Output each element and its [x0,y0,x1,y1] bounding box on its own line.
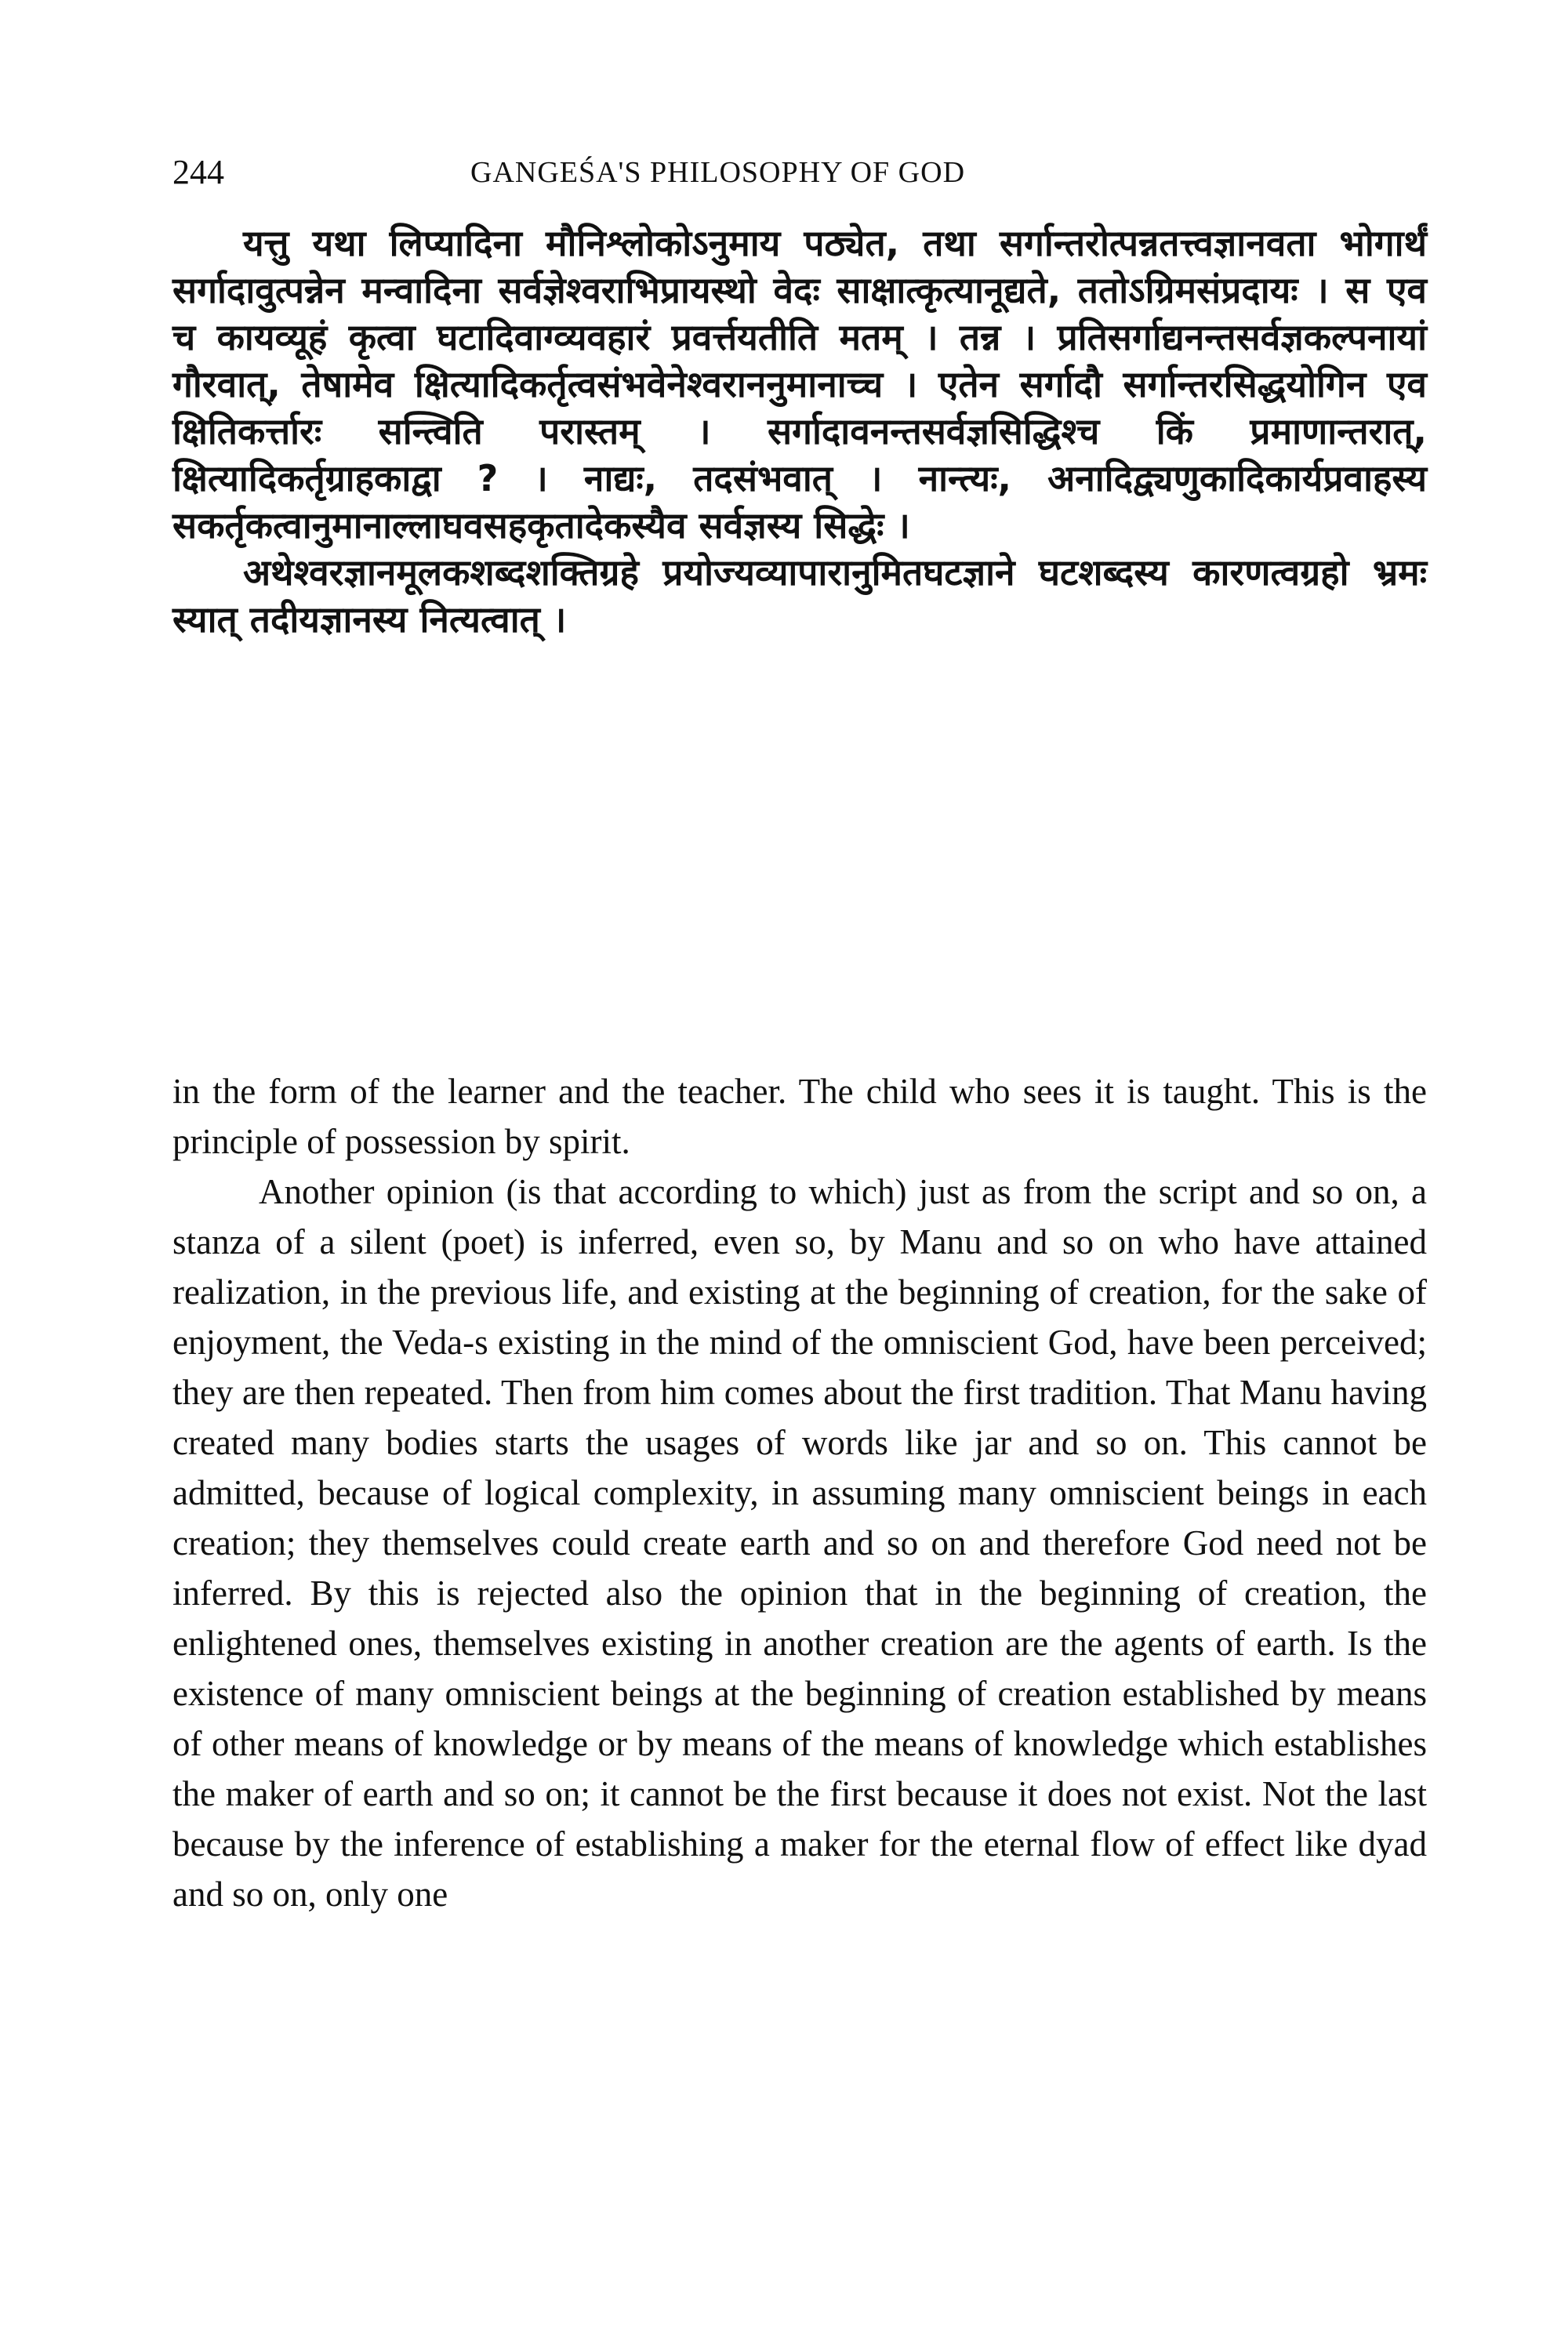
running-header [172,149,1427,204]
book-page [172,118,1427,2313]
sanskrit-paragraph: यत्तु यथा लिप्यादिना मौनिश्लोकोऽनुमाय पठ्येत, तथा सर्गान्तरोत्पन्नतत्त्वज्ञानवता भोगार्थं सर्गादावुत्पन्नेन मन्वादिना सर्वज्ञेश्वराभिप्रायस्थो वेदः साक्षात्कृत्यानूद्यते, ततोऽग्रिमसंप्रदायः । स एव च कायव्यूहं कृत्वा घटादिवाग्व्यवहारं प्रवर्त्तयतीति मतम् । तन्न । प्रतिसर्गाद्यनन्तसर्वज्ञकल्पनायां गौरवात्, तेषामेव क्षित्यादिकर्तृत्वसंभवेनेश्वराननुमानाच्च । एतेन सर्गादौ सर्गान्तरसिद्धयोगिन एव क्षितिकर्त्तारः सन्त्विति परास्तम् । सर्गादावनन्तसर्वज्ञसिद्धिश्च किं प्रमाणान्तरात्, क्षित्यादिकर्तृग्राहकाद्वा ? । नाद्यः, तदसंभवात् । नान्त्यः, अनादिद्व्यणुकादिकार्यप्रवाहस्य सकर्तृकत्वानुमानाल्लाघवसहकृतादेकस्यैव सर्वज्ञस्य सिद्धेः । [172,222,1427,546]
english-paragraph: in the form of the learner and the teacher. The child who sees it is taught. This is the principle of possession by spirit. [172,1072,1427,1161]
english-paragraph: Another opinion (is that according to which) just as from the script and so on, a stanza of a silent (poet) is inferred, even so, by Manu and so on who have attained realization, in the previous life, and existing at the beginning of creation, for the sake of enjoyment, the Veda-s existing in the mind of the omniscient God, have been perceived; they are then repeated. Then from him comes about the first tradition. That Manu having created many bodies starts the usages of words like jar and so on. This cannot be admitted, because of logical complexity, in assuming many omniscient beings in each creation; they themselves could create earth and so on and therefore God need not be inferred. By this is rejected also the opinion that in the beginning of creation, the enlightened ones, themselves existing in another creation are the agents of earth. Is the existence of many omniscient beings at the beginning of creation established by means of other means of knowledge or by means of the means of knowledge which establishes the maker of earth and so on; it cannot be the first because it does not exist. Not the last because by the inference of establishing a maker for the eternal flow of effect like dyad and so on, only one [172,1172,1427,1914]
sanskrit-paragraph: अथेश्वरज्ञानमूलकशब्दशक्तिग्रहे प्रयोज्यव्यापारानुमितघटज्ञाने घटशब्दस्य कारणत्वग्रहो भ्रमः स्यात् तदीयज्ञानस्य नित्यत्वात् । [172,551,1427,641]
sanskrit-text-block [172,220,1427,643]
english-translation-block [172,1066,1427,1919]
running-title: GANGEŚA'S PHILOSOPHY OF GOD [470,156,966,189]
page-number: 244 [172,153,224,191]
